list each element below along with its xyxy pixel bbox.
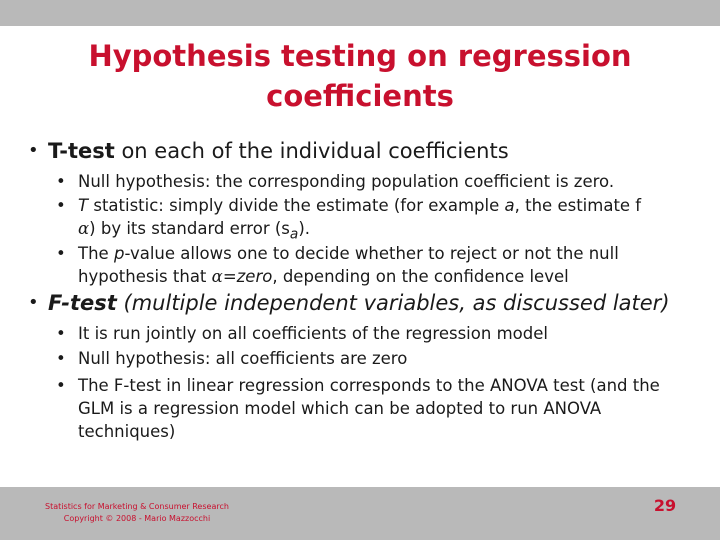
sub-bullet-dot: • (56, 376, 66, 395)
close-paren: ). (298, 219, 311, 238)
top-bar (0, 0, 720, 26)
sub-bullet-dot: • (56, 172, 66, 191)
title-line-1: Hypothesis testing on regression (88, 39, 632, 73)
the-text: The (78, 244, 109, 263)
t-letter: T (78, 196, 89, 215)
bullet-dot: • (28, 292, 39, 313)
sub-a: a (289, 226, 299, 243)
sub-bullet-dot: • (56, 244, 66, 263)
sub-bullet-text: Null hypothesis: all coefficients are zero (78, 349, 408, 368)
zero-text: =zero (222, 267, 273, 286)
footer-line-2: Copyright © 2008 - Mario Mazzocchi (63, 514, 211, 523)
bullet-dot: • (28, 140, 39, 161)
alpha-symbol: α (78, 219, 90, 238)
p-value-text: -value allows one to decide whether to reject or not the null hypothesis that (78, 244, 619, 286)
t-stat-text: statistic: simply divide the estimate (for example (93, 196, 500, 215)
bullet-text (48, 290, 670, 316)
bullet-lead: F-test (48, 291, 117, 315)
sub-bullet-text: The F-test in linear regression corresponds to the ANOVA test (and the GLM is a regression model which can be adopted to run ANOVA techniques) (78, 376, 660, 441)
sub-bullet-text: T statistic: simply divide the estimate (for example a, the estimate f α) by its standard error $(s_a)$. (78, 196, 642, 243)
title-line-2: coefficients (266, 79, 454, 113)
bullet-lead: T-test (48, 139, 115, 163)
footer-credits (32, 501, 242, 525)
sub-bullet-text: It is run jointly on all coefficients of the regression model (78, 324, 548, 343)
bullet-rest: (multiple independent variables, as discussed later) (116, 291, 670, 315)
sub-bullet-text: Null hypothesis: the corresponding population coefficient is zero. (78, 172, 615, 191)
sub-bullet-dot: • (56, 324, 66, 343)
bullet-rest: on each of the individual coefficients (114, 139, 509, 163)
slide-title (40, 36, 680, 116)
a-letter: a (504, 196, 515, 215)
footer-line-1: Statistics for Marketing & Consumer Research (45, 502, 229, 511)
sub-bullet-dot: • (56, 196, 66, 215)
alpha-symbol: α (211, 267, 223, 286)
bullet-text (48, 138, 509, 164)
estimate-of-text: , the estimate f (514, 196, 642, 215)
p-letter: p (113, 244, 125, 263)
sub-bullet-text (78, 242, 694, 288)
page-number: 29 (653, 496, 677, 515)
std-error-text: by its standard error (s (100, 219, 290, 238)
sub-bullet-dot: • (56, 349, 66, 368)
confidence-text: , depending on the confidence level (272, 267, 569, 286)
